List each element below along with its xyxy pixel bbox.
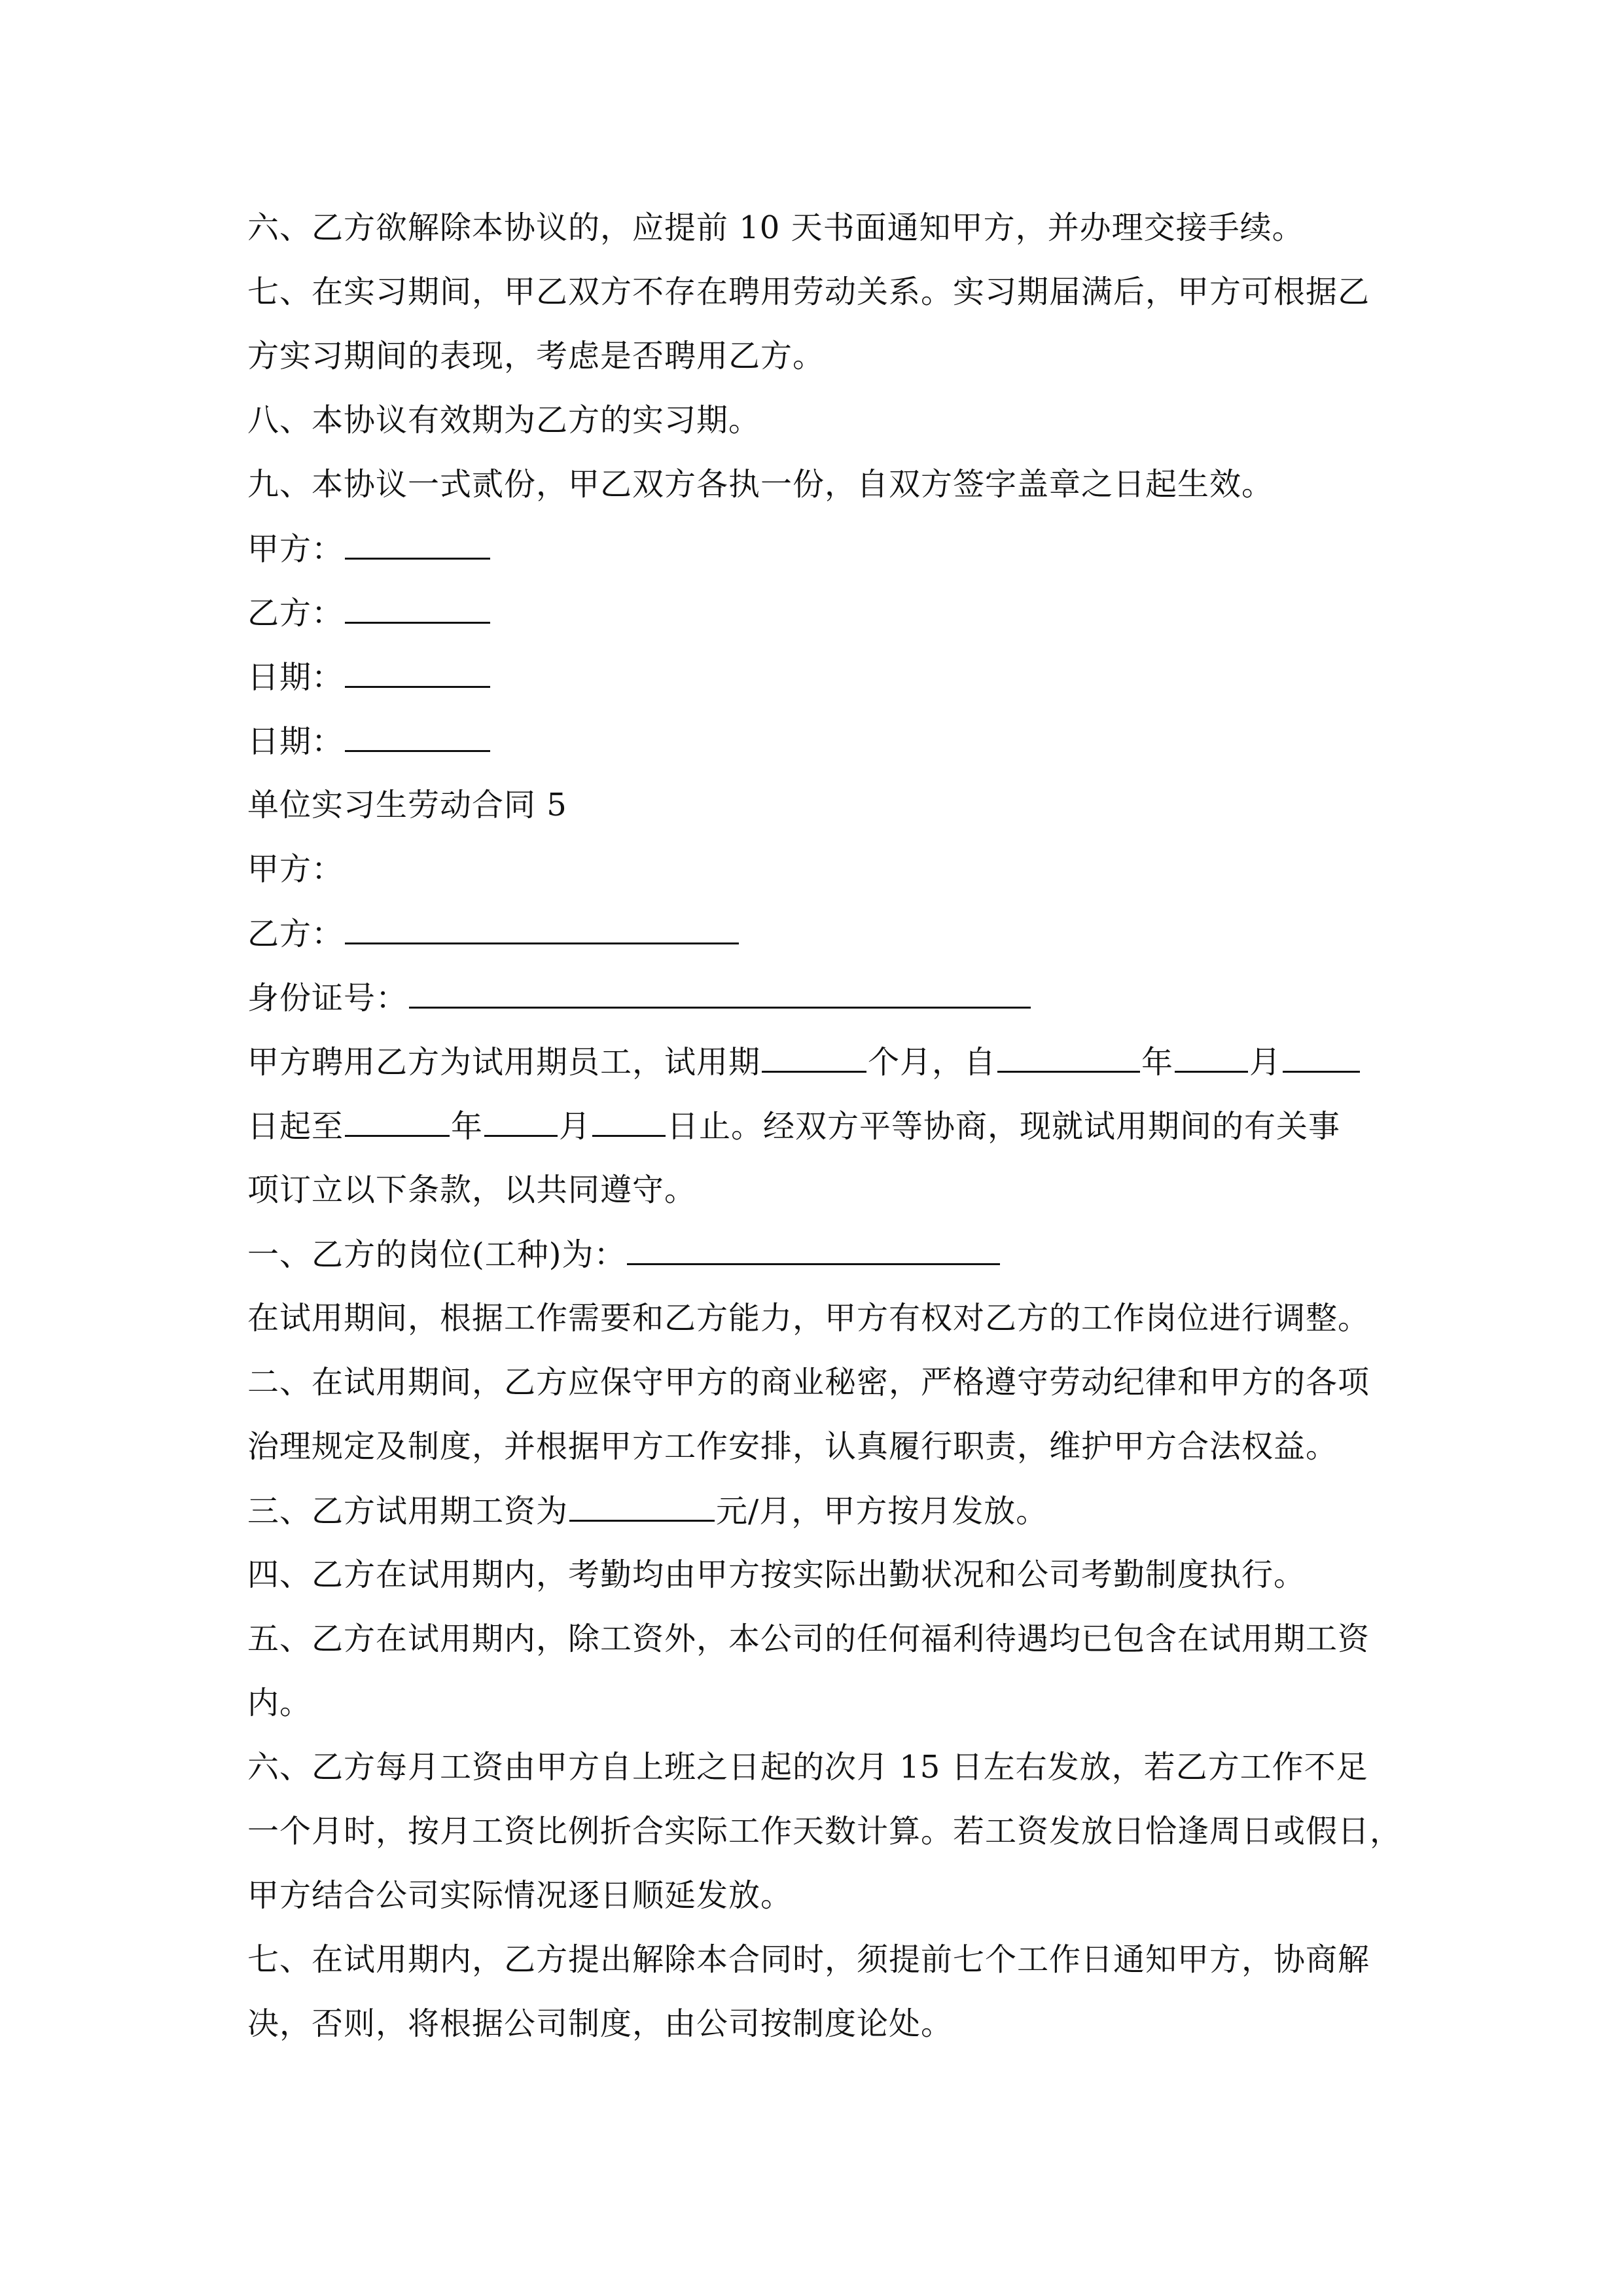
id-number-label: 身份证号： xyxy=(247,980,408,1016)
probation-text-c: 年 xyxy=(1141,1044,1174,1081)
id-number-blank[interactable] xyxy=(409,978,1031,1009)
clause-7-text-line1: 七、在实习期间，甲乙双方不存在聘用劳动关系。实习期届满后，甲方可根据乙 xyxy=(247,274,1370,310)
probation-text-b: 个月，自 xyxy=(868,1044,997,1081)
salary-label: 三、乙方试用期工资为 xyxy=(247,1493,569,1530)
party-b-blank[interactable] xyxy=(345,593,490,624)
clause-7b-text-line1: 七、在试用期内，乙方提出解除本合同时，须提前七个工作日通知甲方，协商解 xyxy=(247,1941,1370,1978)
salary-blank[interactable] xyxy=(569,1491,715,1522)
probation-term-line2 xyxy=(247,1106,1340,1145)
party-a-signature-line xyxy=(247,529,491,568)
salary-line xyxy=(247,1491,1048,1530)
party-a-blank[interactable] xyxy=(345,529,490,560)
salary-unit-text: 元/月，甲方按月发放。 xyxy=(716,1493,1048,1530)
clause-5-text-line1: 五、乙方在试用期内，除工资外，本公司的任何福利待遇均已包含在试用期工资 xyxy=(247,1621,1370,1657)
party-b-line xyxy=(247,914,740,953)
clause-8-text: 八、本协议有效期为乙方的实习期。 xyxy=(247,402,761,439)
end-year-blank[interactable] xyxy=(345,1106,450,1137)
probation-text-a: 甲方聘用乙方为试用期员工，试用期 xyxy=(247,1044,761,1081)
position-line xyxy=(247,1234,1001,1274)
id-number-line xyxy=(247,978,1032,1017)
clause-5-text-line2: 内。 xyxy=(247,1685,312,1721)
clause-6-text: 六、乙方欲解除本协议的，应提前 10 天书面通知甲方，并办理交接手续。 xyxy=(247,209,1304,246)
position-blank[interactable] xyxy=(627,1234,1000,1265)
clause-4-text: 四、乙方在试用期内，考勤均由甲方按实际出勤状况和公司考勤制度执行。 xyxy=(247,1556,1306,1593)
start-month-blank[interactable] xyxy=(1175,1042,1248,1073)
date-label-2: 日期： xyxy=(247,723,344,760)
party-a-label: 甲方： xyxy=(247,531,344,567)
probation-term-line3: 项订立以下条款，以共同遵守。 xyxy=(247,1172,697,1208)
party-b-signature-line xyxy=(247,593,491,632)
probation-text-g: 月 xyxy=(559,1108,592,1145)
start-year-blank[interactable] xyxy=(997,1042,1140,1073)
date-blank-1[interactable] xyxy=(345,657,490,688)
clause-2-text-line2: 治理规定及制度，并根据甲方工作安排，认真履行职责，维护甲方合法权益。 xyxy=(247,1428,1338,1465)
probation-text-d: 月 xyxy=(1249,1044,1282,1081)
party-b-label: 乙方： xyxy=(247,595,344,632)
clause-6b-text-line3: 甲方结合公司实际情况逐日顺延发放。 xyxy=(247,1877,793,1914)
probation-term-line1 xyxy=(247,1042,1361,1081)
contract-heading: 单位实习生劳动合同 5 xyxy=(247,787,567,823)
date-blank-2[interactable] xyxy=(345,721,490,752)
clause-7b-text-line2: 决，否则，将根据公司制度，由公司按制度论处。 xyxy=(247,2005,954,2042)
clause-7-text-line2: 方实习期间的表现，考虑是否聘用乙方。 xyxy=(247,338,825,374)
date-label-1: 日期： xyxy=(247,659,344,696)
end-day-blank[interactable] xyxy=(592,1106,666,1137)
clause-2-text-line1: 二、在试用期间，乙方应保守甲方的商业秘密，严格遵守劳动纪律和甲方的各项 xyxy=(247,1364,1370,1401)
probation-text-f: 年 xyxy=(451,1108,484,1145)
clause-9-text: 九、本协议一式贰份，甲乙双方各执一份，自双方签字盖章之日起生效。 xyxy=(247,466,1274,503)
date-line-2 xyxy=(247,721,491,761)
start-day-blank[interactable] xyxy=(1283,1042,1360,1073)
clause-6b-text-line2: 一个月时，按月工资比例折合实际工作天数计算。若工资发放日恰逢周日或假日， xyxy=(247,1813,1402,1850)
party-a-line: 甲方： xyxy=(247,851,344,888)
position-adjust-text: 在试用期间，根据工作需要和乙方能力，甲方有权对乙方的工作岗位进行调整。 xyxy=(247,1300,1370,1336)
position-label: 一、乙方的岗位(工种)为： xyxy=(247,1236,626,1273)
probation-text-h: 日止。经双方平等协商，现就试用期间的有关事 xyxy=(667,1108,1341,1145)
clause-6b-text-line1: 六、乙方每月工资由甲方自上班之日起的次月 15 日左右发放，若乙方工作不足 xyxy=(247,1749,1368,1785)
date-line-1 xyxy=(247,657,491,696)
party-b-blank-2[interactable] xyxy=(345,914,739,944)
probation-months-blank[interactable] xyxy=(762,1042,866,1073)
probation-text-e: 日起至 xyxy=(247,1108,344,1145)
party-b-label-2: 乙方： xyxy=(247,916,344,952)
end-month-blank[interactable] xyxy=(484,1106,558,1137)
